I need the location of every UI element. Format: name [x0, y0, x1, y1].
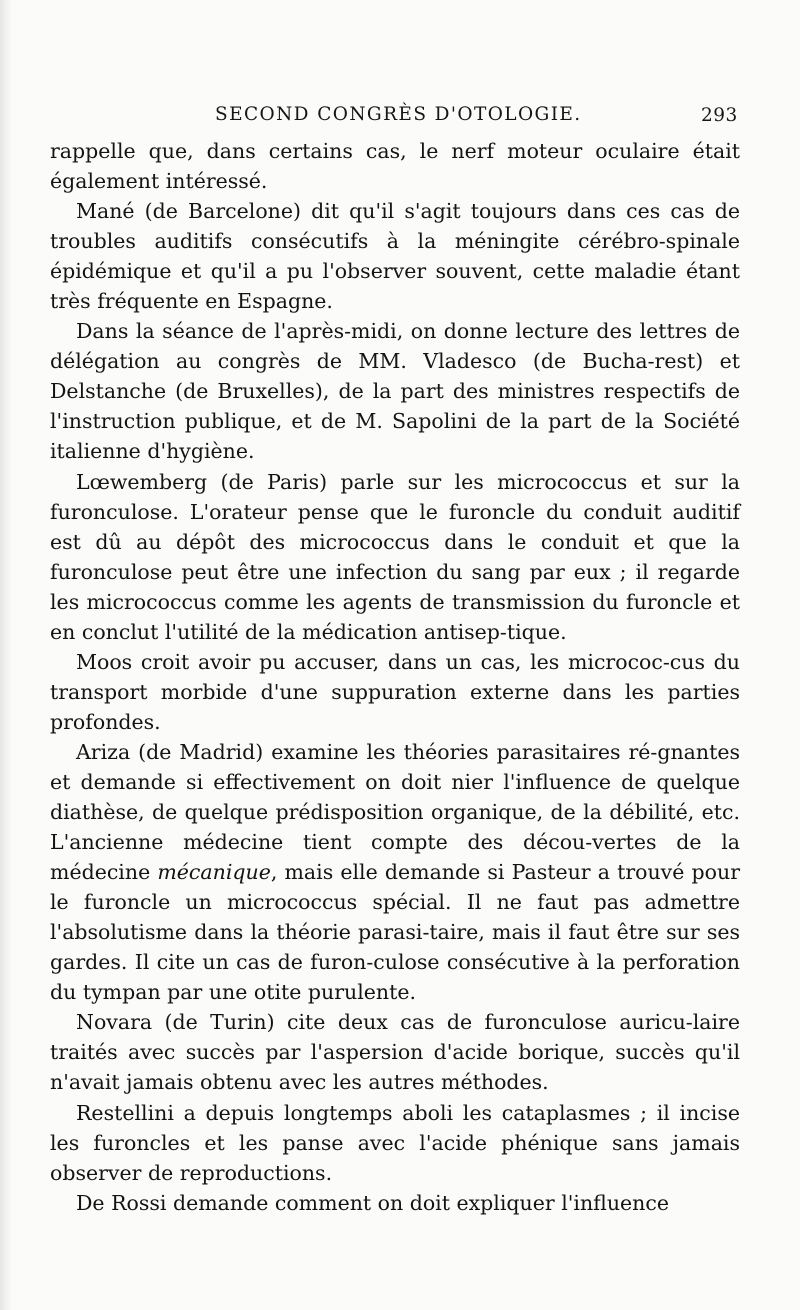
paragraph-de-rossi: De Rossi demande comment on doit expliquer l'influence	[76, 1190, 669, 1215]
page-binding-shadow	[0, 0, 12, 1310]
paragraph-loewemberg: Lœwemberg (de Paris) parle sur les micrococcus et sur la furonculose. L'orateur pense que le furoncle du conduit auditif est dû au dépôt des micrococcus dans le conduit et que la furonculose peut être une infection du sang par eux ; il regarde les micrococcus comme les agents de transmission du furoncle et en conclut l'utilité de la médication antisep-tique.	[50, 469, 740, 644]
italic-term: mécanique	[157, 860, 271, 885]
paragraph-mane: Mané (de Barcelone) dit qu'il s'agit toujours dans ces cas de troubles auditifs consécutifs à la méningite cérébro-spinale épidémique et qu'il a pu l'observer souvent, cette maladie étant très fréquente en Espagne.	[50, 199, 740, 314]
paragraph-ariza	[50, 737, 740, 1007]
page-number: 293	[701, 105, 738, 126]
paragraph-ariza-text-before: Ariza (de Madrid) examine les théories parasitaires ré-gnantes et demande si effectivement on doit nier l'influence de quelque diathèse, de quelque prédisposition organique, de la débilité, etc. L'ancienne médecine tient compte des décou-vertes de la médecine	[50, 739, 740, 885]
paragraph-seance: Dans la séance de l'après-midi, on donne lecture des lettres de délégation au congrès de MM. Vladesco (de Bucha-rest) et Delstanche (de Bruxelles), de la part des ministres respectifs de l'instruction publique, et de M. Sapolini de la part de la Société italienne d'hygiène.	[50, 319, 740, 464]
running-header	[0, 104, 800, 130]
body-text	[50, 136, 740, 1218]
paragraph-moos: Moos croit avoir pu accuser, dans un cas, les micrococ-cus du transport morbide d'une suppuration externe dans les parties profondes.	[50, 649, 740, 734]
paragraph-continuation: rappelle que, dans certains cas, le nerf moteur oculaire était également intéressé.	[50, 139, 740, 194]
paragraph-ariza-text-after: , mais elle demande si Pasteur a trouvé pour le furoncle un micrococcus spécial. Il ne faut pas admettre l'absolutisme dans la théorie parasi-taire, mais il faut être sur ses gardes. Il cite un cas de furon-culose consécutive à la perforation du tympan par une otite purulente.	[50, 860, 740, 1005]
paragraph-novara: Novara (de Turin) cite deux cas de furonculose auricu-laire traités avec succès par l'aspersion d'acide borique, succès qu'il n'avait jamais obtenu avec les autres méthodes.	[50, 1010, 740, 1095]
running-title: SECOND CONGRÈS D'OTOLOGIE.	[215, 104, 582, 125]
paragraph-restellini: Restellini a depuis longtemps aboli les cataplasmes ; il incise les furoncles et les panse avec l'acide phénique sans jamais observer de reproductions.	[50, 1100, 740, 1185]
